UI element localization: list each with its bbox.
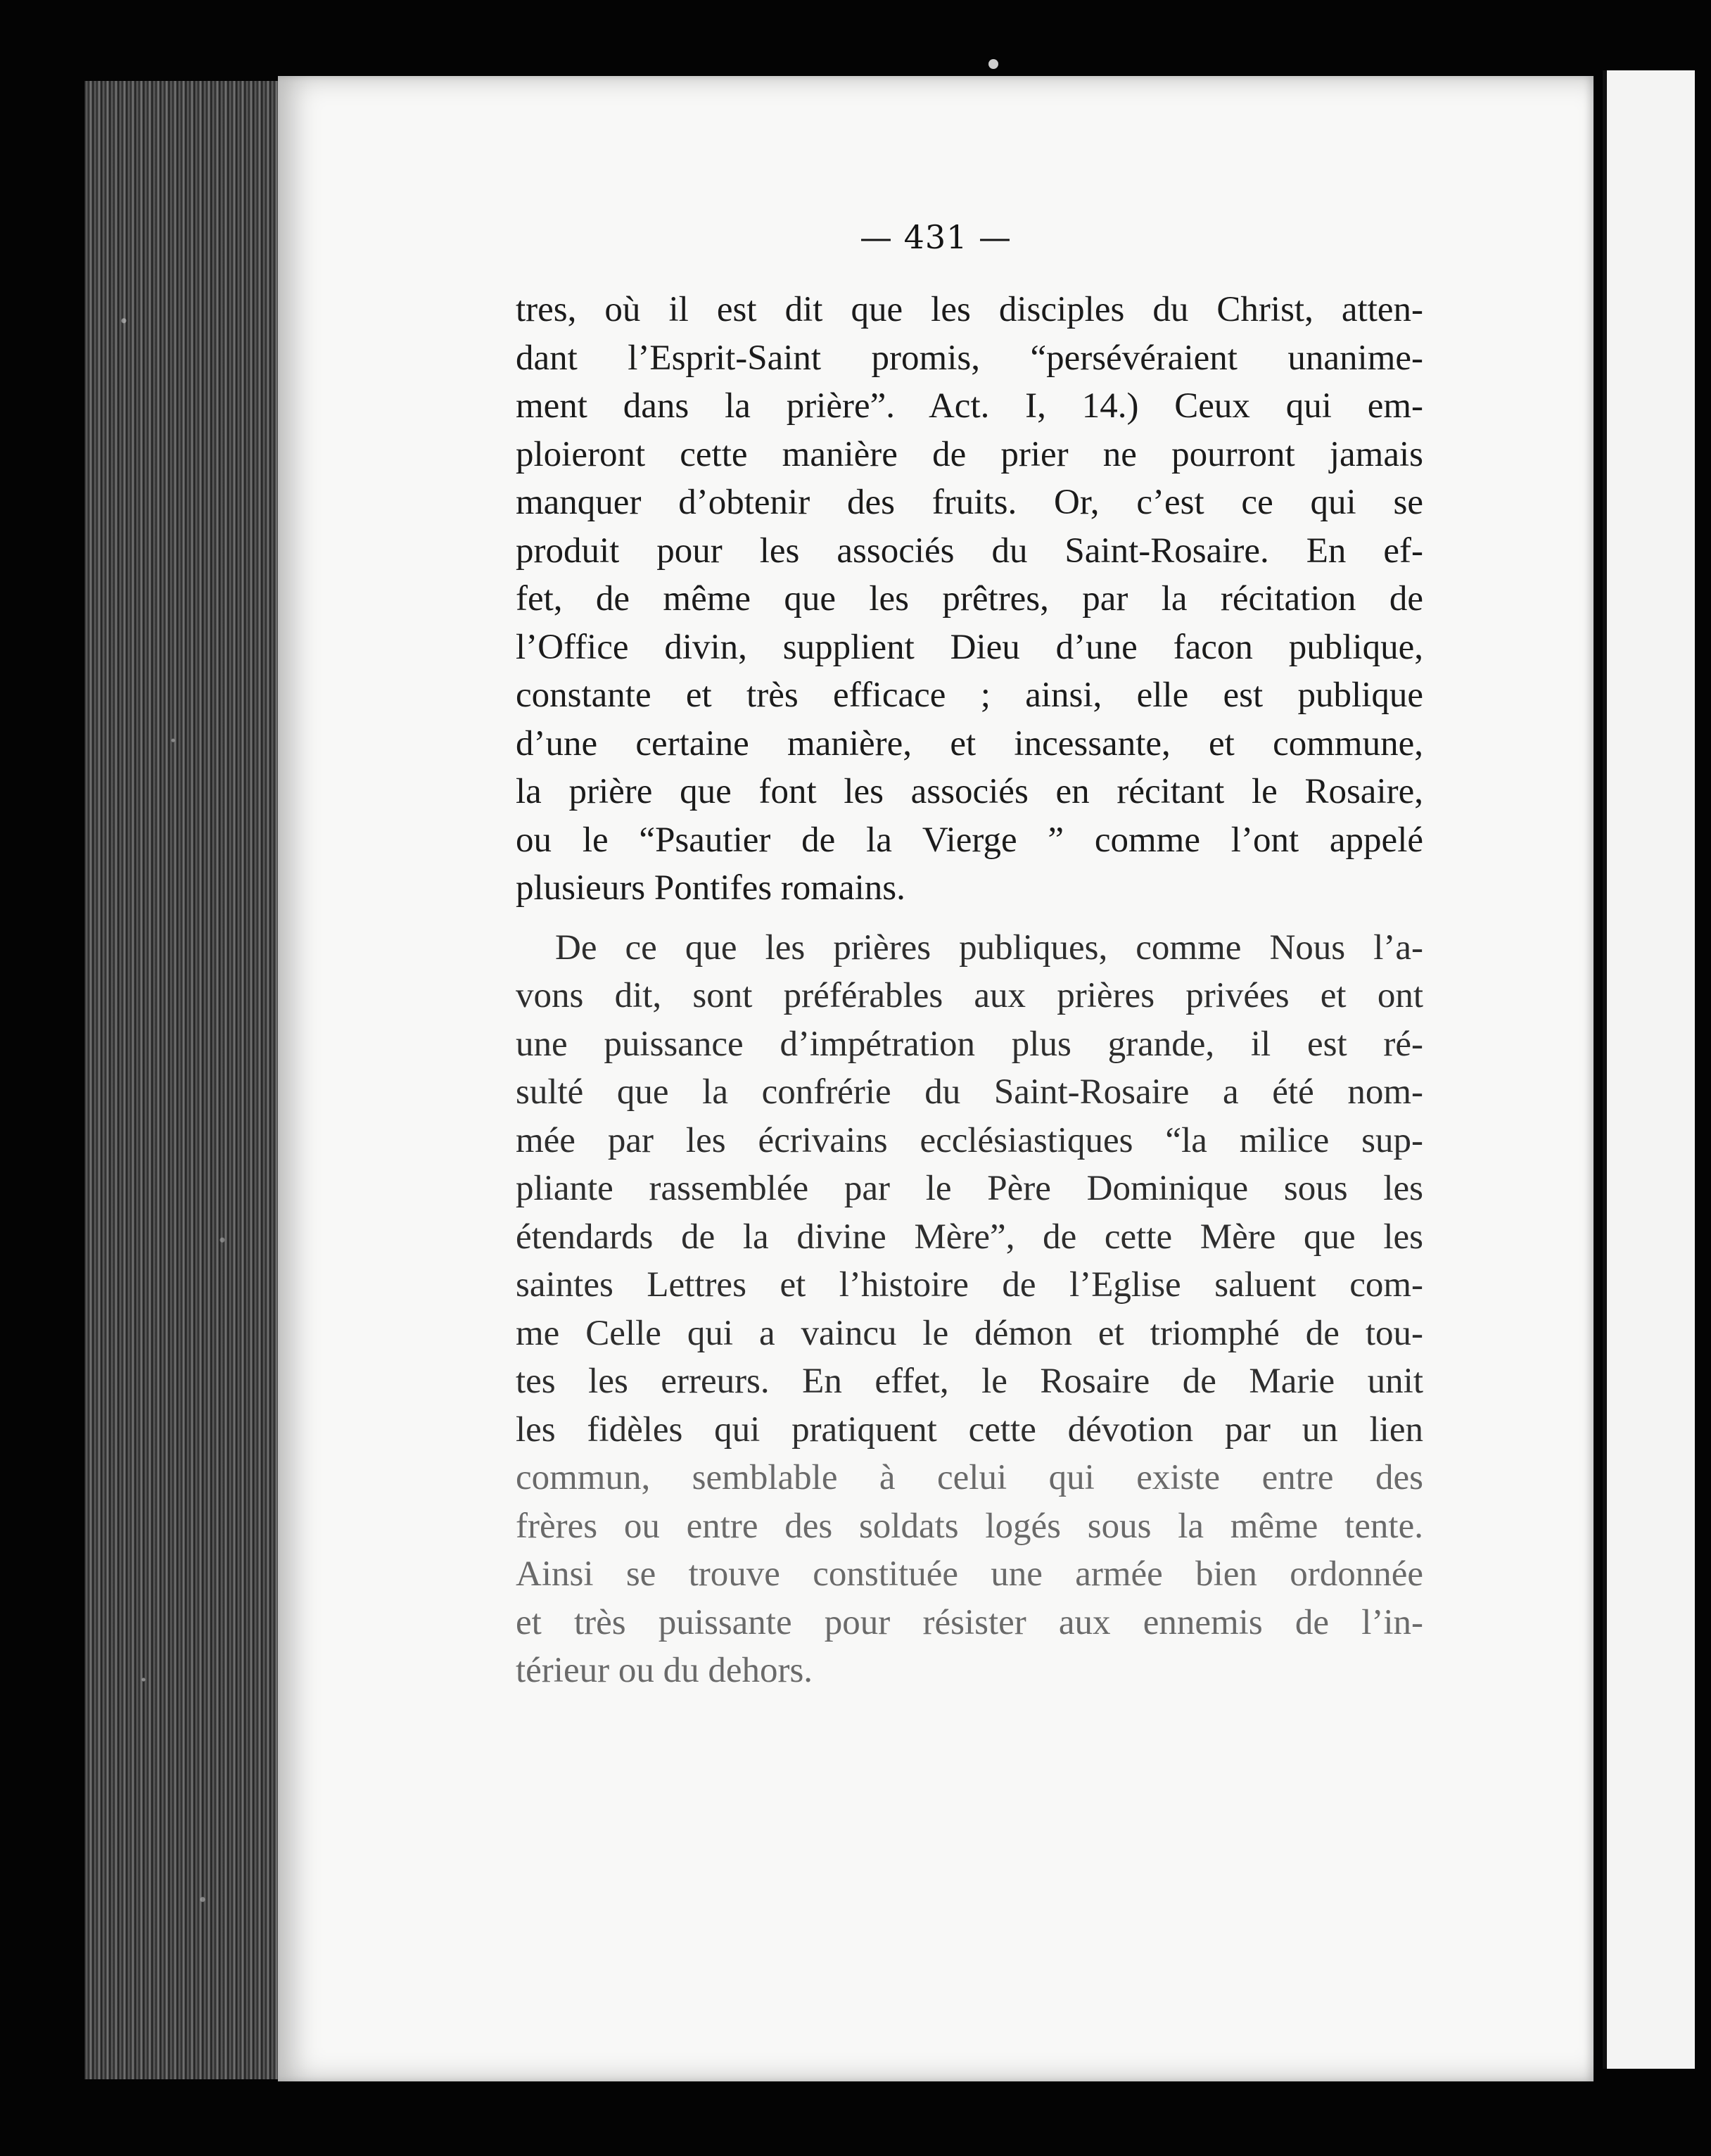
facing-page-edge [1603, 70, 1695, 2069]
body-text [516, 286, 1423, 1695]
text-line: d’une certaine manière, et incessante, et commune, [516, 723, 1423, 763]
page-number: — 431 — [859, 218, 1012, 256]
text-line: la prière que font les associés en récitant le Rosaire, [516, 772, 1423, 811]
text-line: produit pour les associés du Saint-Rosaire. En ef- [516, 531, 1423, 571]
book-page [278, 76, 1594, 2081]
text-line: ment dans la prière”. Act. I, 14.) Ceux qui em- [516, 386, 1423, 426]
text-line: et très puissante pour résister aux ennemis de l’in- [516, 1602, 1423, 1642]
text-line: constante et très efficace ; ainsi, elle est publique [516, 676, 1423, 715]
text-line: plusieurs Pontifes romains. [516, 868, 905, 908]
text-line: dant l’Esprit-Saint promis, “persévéraient unanime- [516, 338, 1423, 378]
paragraph [516, 286, 1423, 913]
text-line: mée par les écrivains ecclésiastiques “la milice sup- [516, 1120, 1423, 1160]
text-line: une puissance d’impétration plus grande, il est ré- [516, 1024, 1423, 1064]
text-line: ploieront cette manière de prier ne pourront jamais [516, 434, 1423, 474]
text-line: étendards de la divine Mère”, de cette Mère que les [516, 1217, 1423, 1257]
paragraph-gap [516, 913, 1423, 924]
text-line: me Celle qui a vaincu le démon et triomphé de tou- [516, 1313, 1423, 1353]
text-line: les fidèles qui pratiquent cette dévotion par un lien [516, 1409, 1423, 1450]
text-line: fet, de même que les prêtres, par la récitation de [516, 579, 1423, 619]
scan-mark [988, 59, 998, 69]
text-line: térieur ou du dehors. [516, 1651, 813, 1690]
text-line: l’Office divin, supplient Dieu d’une facon publique, [516, 627, 1423, 667]
text-line: tres, où il est dit que les disciples du Christ, atten- [516, 290, 1423, 329]
text-line: sulté que la confrérie du Saint-Rosaire a été nom- [516, 1072, 1423, 1112]
text-line: manquer d’obtenir des fruits. Or, c’est ce qui se [516, 483, 1423, 522]
text-line: De ce que les prières publiques, comme Nous l’a- [555, 927, 1423, 968]
text-line: tes les erreurs. En effet, le Rosaire de Marie unit [516, 1362, 1423, 1401]
text-line: frères ou entre des soldats logés sous la même tente. [516, 1506, 1423, 1546]
paragraph [516, 924, 1423, 1695]
book-page-edges [84, 81, 281, 2079]
text-line: vons dit, sont préférables aux prières privées et ont [516, 976, 1423, 1015]
text-line: saintes Lettres et l’histoire de l’Eglise saluent com- [516, 1265, 1423, 1305]
text-line: Ainsi se trouve constituée une armée bien ordonnée [516, 1554, 1423, 1594]
text-line: commun, semblable à celui qui existe entre des [516, 1458, 1423, 1497]
text-line: pliante rassemblée par le Père Dominique sous les [516, 1169, 1423, 1208]
text-line: ou le “Psautier de la Vierge ” comme l’ont appelé [516, 820, 1423, 860]
